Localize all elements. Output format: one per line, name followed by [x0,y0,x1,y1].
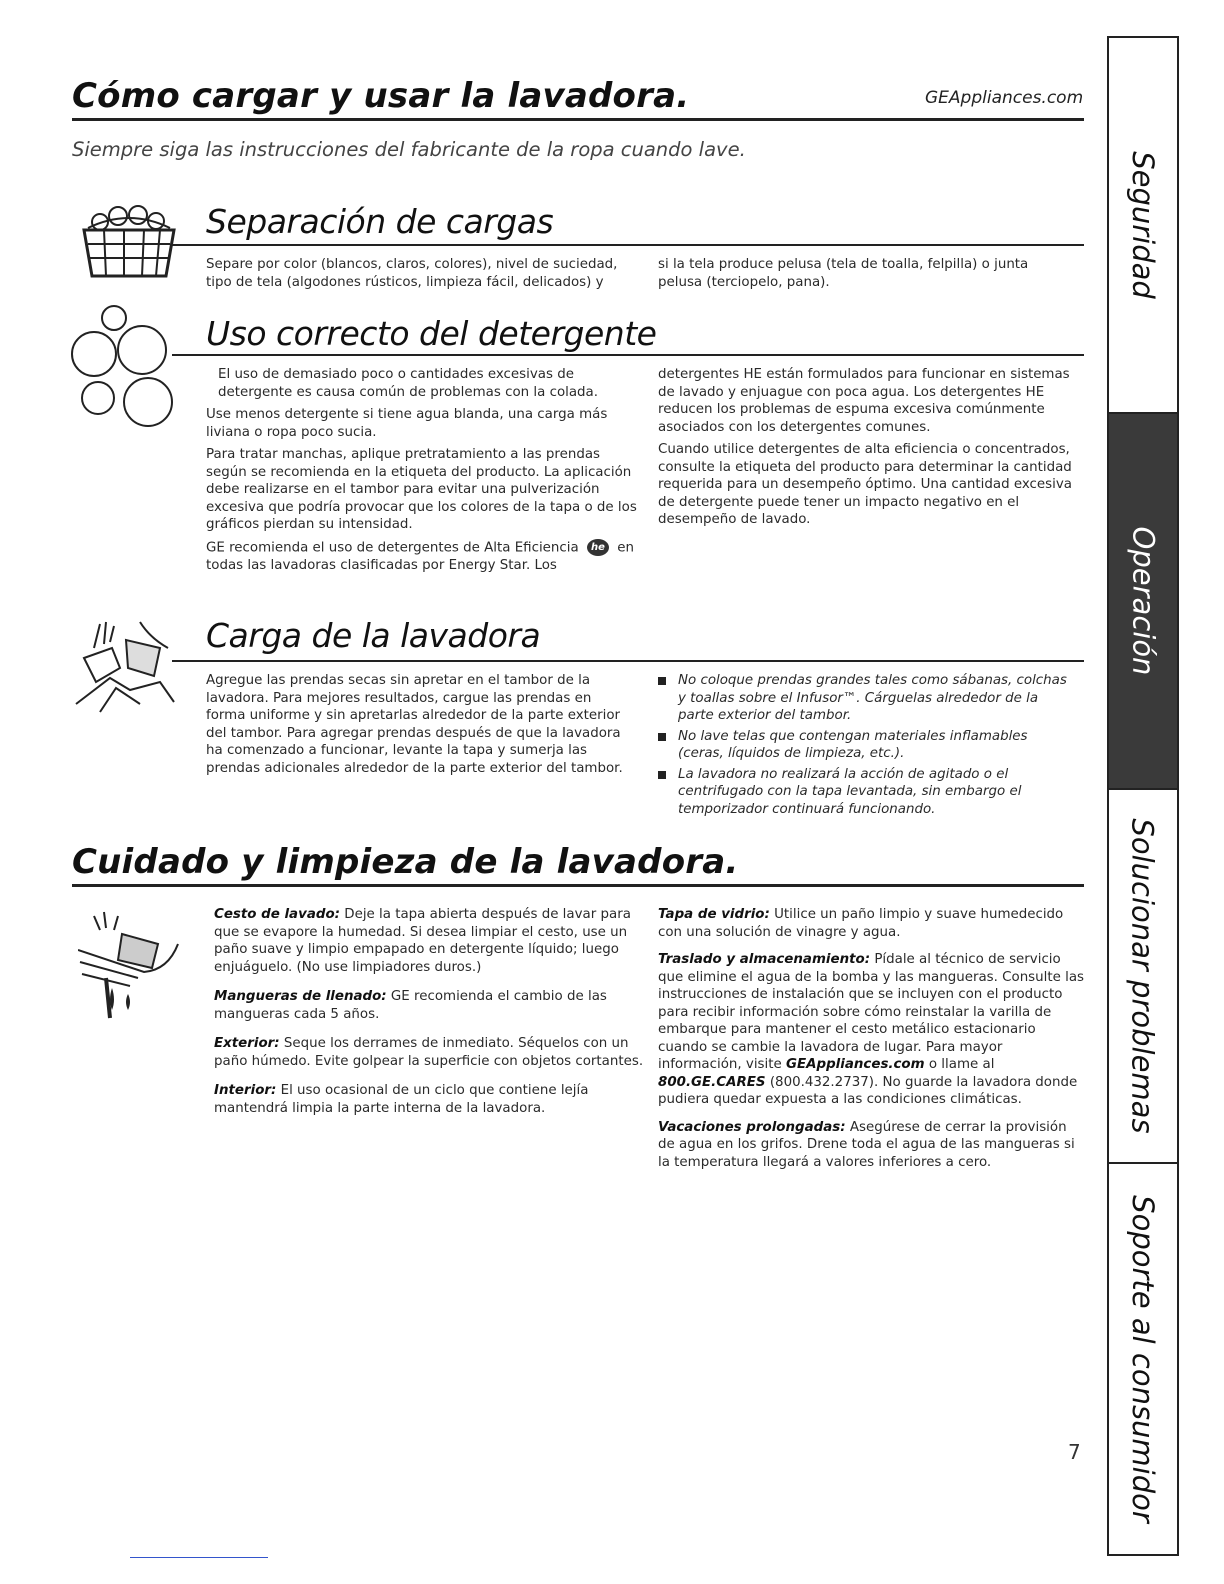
sponge-cleaning-icon [78,910,182,1020]
detergente-p2: Use menos detergente si tiene agua blanda, una carga más liviana o ropa poco sucia. [206,407,608,440]
tab-solucionar-problemas[interactable]: Solucionar problemas [1126,818,1161,1134]
he-logo-icon: he [587,539,609,556]
separacion-col2: si la tela produce pelusa (tela de toalla, felpilla) o junta pelusa (terciopelo, pana). [658,257,1029,290]
cuidado-title: Cuidado y limpieza de la lavadora. [72,842,739,882]
cuidado-traslado: Traslado y almacenamiento: Pídale al técnico de servicio que elimine el agua de la bomba y las mangueras. Consulte las instrucciones de instalación que se incluyen con el producto para recibir información sobre cómo reinstalar la varilla de embarque para mantener el cesto metálico estacionario cuando se cambie la lavadora de lugar. Para mayor información, visite GEAppliances.com o llame al 800.GE.CARES (800.432.2737). No guarde la lavadora donde pudiera quedar expuesta a las condiciones climáticas. [658,952,1085,1107]
cuidado-exterior: Exterior: Seque los derrames de inmediato. Séquelos con un paño húmedo. Evite golpear la superficie con objetos cortantes. [214,1036,644,1069]
cuidado-vacaciones: Vacaciones prolongadas: Asegúrese de cerrar la provisión de agua en los grifos. Drene toda el agua de las mangueras si la temperatura llegará a valores inferiores a cero. [658,1119,1075,1170]
carga-col1: Agregue las prendas secas sin apretar en el tambor de la lavadora. Para mejores resultados, cargue las prendas en forma uniforme y sin apretarlas alrededor de la parte exterior del tambor. Para agregar prendas después de que la lavadora ha comenzado a funcionar, levante la tapa y sumerja las prendas adicionales alrededor de la parte exterior del tambor. [206,673,623,776]
detergente-p4 [206,539,638,575]
section-rule-carga [172,660,1084,662]
detergente-col1 [206,366,638,579]
ge-cares-phone[interactable]: 800.GE.CARES [658,1074,766,1090]
footer-line [130,1557,268,1558]
cuidado-col2 [658,906,1086,1176]
detergente-p6: Cuando utilice detergentes de alta eficiencia o concentrados, consulte la etiqueta del producto para determinar la cantidad requerida para un desempeño óptimo. Una cantidad excesiva de detergente puede tener un impacto negativo en el desempeño de lavado. [658,442,1072,527]
detergente-p4a: GE recomienda el uso de detergentes de Alta Eficiencia [206,540,579,555]
cuidado-mangueras: Mangueras de llenado: GE recomienda el cambio de las mangueras cada 5 años. [214,989,607,1022]
cuidado-interior: Interior: El uso ocasional de un ciclo que contiene lejía mantendrá limpia la parte interna de la lavadora. [214,1083,589,1116]
page-number: 7 [1068,1440,1081,1464]
detergente-p1: El uso de demasiado poco o cantidades excesivas de detergente es causa común de problemas con la colada. [218,367,599,400]
page-subtitle: Siempre siga las instrucciones del fabricante de la ropa cuando lave. [72,138,746,161]
detergente-p5: detergentes HE están formulados para funcionar en sistemas de lavado y enjuague con poca agua. Los detergentes HE reducen los problemas de espuma excesiva comúnmente asociados con los detergentes comunes. [658,367,1070,435]
tab-operacion[interactable]: Operación [1109,414,1177,788]
tab-soporte-consumidor[interactable]: Soporte al consumidor [1126,1195,1161,1523]
tab-seguridad[interactable]: Seguridad [1126,151,1161,299]
section-title-separacion: Separación de cargas [206,202,554,241]
cuidado-cesto: Cesto de lavado: Deje la tapa abierta después de lavar para que se evapore la humedad. Si desea limpiar el cesto, use un paño suave y limpio empapado en detergente líquido; luego enjuáguelo. (No use limpiadores duros.) [214,907,631,975]
detergente-p3: Para tratar manchas, aplique pretratamiento a las prendas según se recomienda en la etiqueta del producto. La aplicación debe realizarse en el tambor para evitar una pulverización excesiva que podría provocar que los colores de la tapa o de los gráficos pierdan su intensidad. [206,447,637,532]
clothes-loading-icon [70,618,180,714]
cuidado-tapa: Tapa de vidrio: Utilice un paño limpio y suave humedecido con una solución de vinagre y agua. [658,907,1064,940]
title-rule [72,118,1084,121]
carga-bullet: La lavadora no realizará la acción de agitado o el centrifugado con la tapa levantada, sin embargo el temporizador continuará funcionando. [658,766,1068,819]
geappliances-link[interactable]: GEAppliances.com [786,1057,925,1072]
section-rule-separacion [172,244,1084,246]
bubbles-icon [68,302,180,432]
laundry-basket-icon [74,200,184,280]
section-title-detergente: Uso correcto del detergente [206,314,657,353]
carga-bullet: No lave telas que contengan materiales inflamables (ceras, líquidos de limpieza, etc.). [658,728,1068,763]
detergente-p4b: en todas las lavadoras clasificadas por Energy Star. Los [206,540,634,573]
separacion-col1: Separe por color (blancos, claros, colores), nivel de suciedad, tipo de tela (algodones rústicos, limpieza fácil, delicados) y [206,257,618,290]
section-rule-detergente [172,354,1084,356]
carga-bullet: No coloque prendas grandes tales como sábanas, colchas y toallas sobre el Infusor™. Cárguelas alrededor de la parte exterior del tambor. [658,672,1068,725]
cuidado-col1 [214,906,646,1129]
page-title: Cómo cargar y usar la lavadora. [72,76,690,116]
site-url: GEAppliances.com [925,88,1084,108]
detergente-col2 [658,366,1080,534]
cuidado-rule [72,884,1084,887]
carga-bullet-list [658,672,1068,821]
section-title-carga: Carga de la lavadora [206,616,541,655]
side-tab-bar [1107,36,1179,1556]
